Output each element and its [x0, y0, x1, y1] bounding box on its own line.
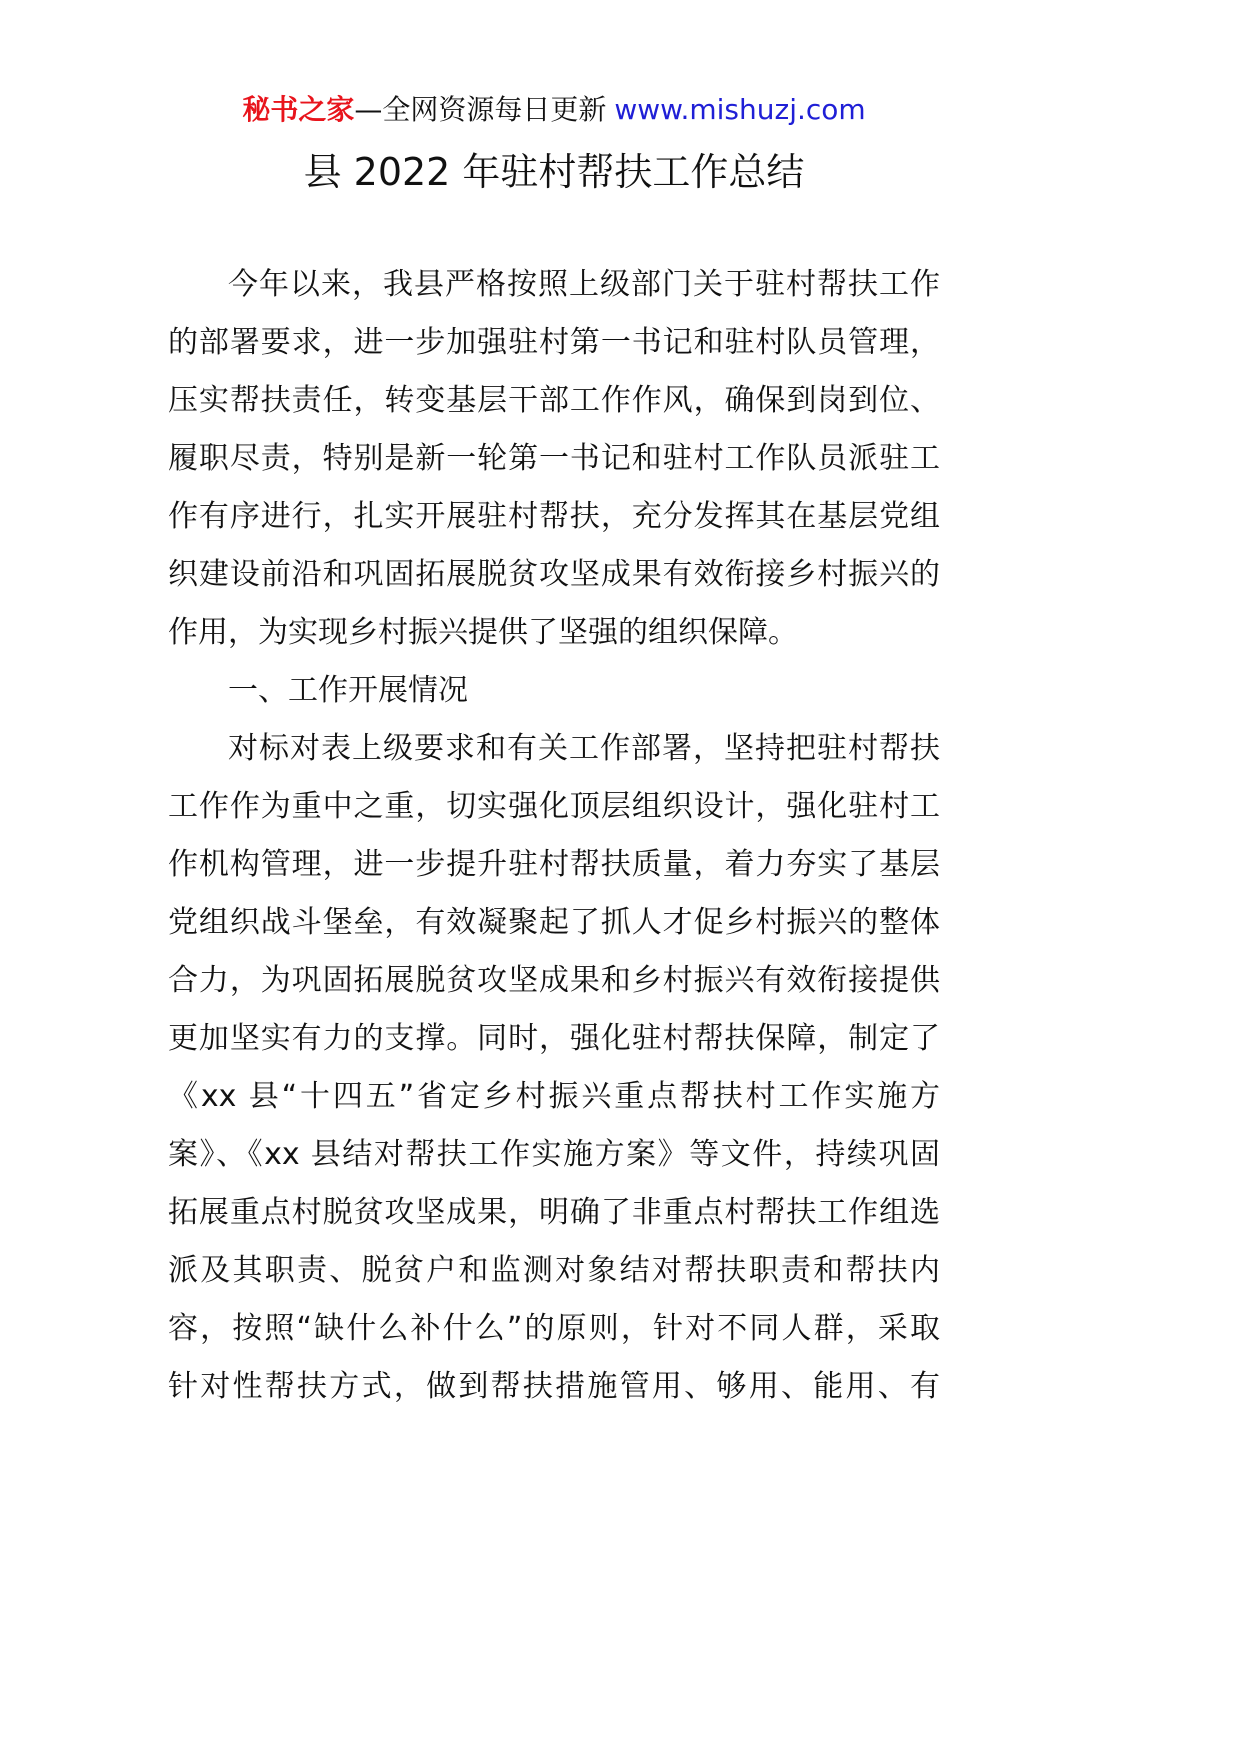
paragraph-2-line: 拓展重点村脱贫攻坚成果，明确了非重点村帮扶工作组选 [168, 1195, 940, 1230]
paragraph-2-line: 党组织战斗堡垒，有效凝聚起了抓人才促乡村振兴的整体 [168, 905, 940, 940]
paragraph-1-line: 作用，为实现乡村振兴提供了坚强的组织保障。 [168, 615, 798, 650]
paragraph-2-line: 作机构管理，进一步提升驻村帮扶质量，着力夯实了基层 [168, 847, 940, 882]
paragraph-2-line: 案》、《xx 县结对帮扶工作实施方案》等文件，持续巩固 [168, 1137, 940, 1172]
site-header [168, 90, 940, 130]
paragraph-2-line: 容，按照“缺什么补什么”的原则，针对不同人群，采取 [168, 1311, 940, 1346]
site-tagline: —全网资源每日更新 [354, 93, 607, 126]
brand-name: 秘书之家 [242, 93, 355, 126]
paragraph-2-line: 更加坚实有力的支撑。同时，强化驻村帮扶保障，制定了 [168, 1021, 940, 1056]
paragraph-1-line: 作有序进行，扎实开展驻村帮扶，充分发挥其在基层党组 [168, 499, 940, 534]
section-heading: 一、工作开展情况 [228, 673, 468, 708]
paragraph-2-line: 工作作为重中之重，切实强化顶层组织设计，强化驻村工 [168, 789, 940, 824]
site-url: www.mishuzj.com [614, 93, 866, 126]
paragraph-2-line: 合力，为巩固拓展脱贫攻坚成果和乡村振兴有效衔接提供 [168, 963, 940, 998]
paragraph-1-line: 织建设前沿和巩固拓展脱贫攻坚成果有效衔接乡村振兴的 [168, 557, 940, 592]
paragraph-2-line: 针对性帮扶方式，做到帮扶措施管用、够用、能用、有 [168, 1369, 940, 1404]
paragraph-1-line: 履职尽责，特别是新一轮第一书记和驻村工作队员派驻工 [168, 441, 940, 476]
document-body [168, 256, 940, 1416]
paragraph-2-line: 对标对表上级要求和有关工作部署，坚持把驻村帮扶 [228, 731, 940, 766]
paragraph-2-line: 《xx 县“十四五”省定乡村振兴重点帮扶村工作实施方 [168, 1079, 940, 1114]
paragraph-1-line: 今年以来，我县严格按照上级部门关于驻村帮扶工作 [228, 267, 940, 302]
document-title: 县 2022 年驻村帮扶工作总结 [303, 150, 805, 194]
paragraph-2-line: 派及其职责、脱贫户和监测对象结对帮扶职责和帮扶内 [168, 1253, 940, 1288]
paragraph-1-line: 压实帮扶责任，转变基层干部工作作风，确保到岗到位、 [168, 383, 940, 418]
paragraph-1-line: 的部署要求，进一步加强驻村第一书记和驻村队员管理， [168, 325, 940, 360]
